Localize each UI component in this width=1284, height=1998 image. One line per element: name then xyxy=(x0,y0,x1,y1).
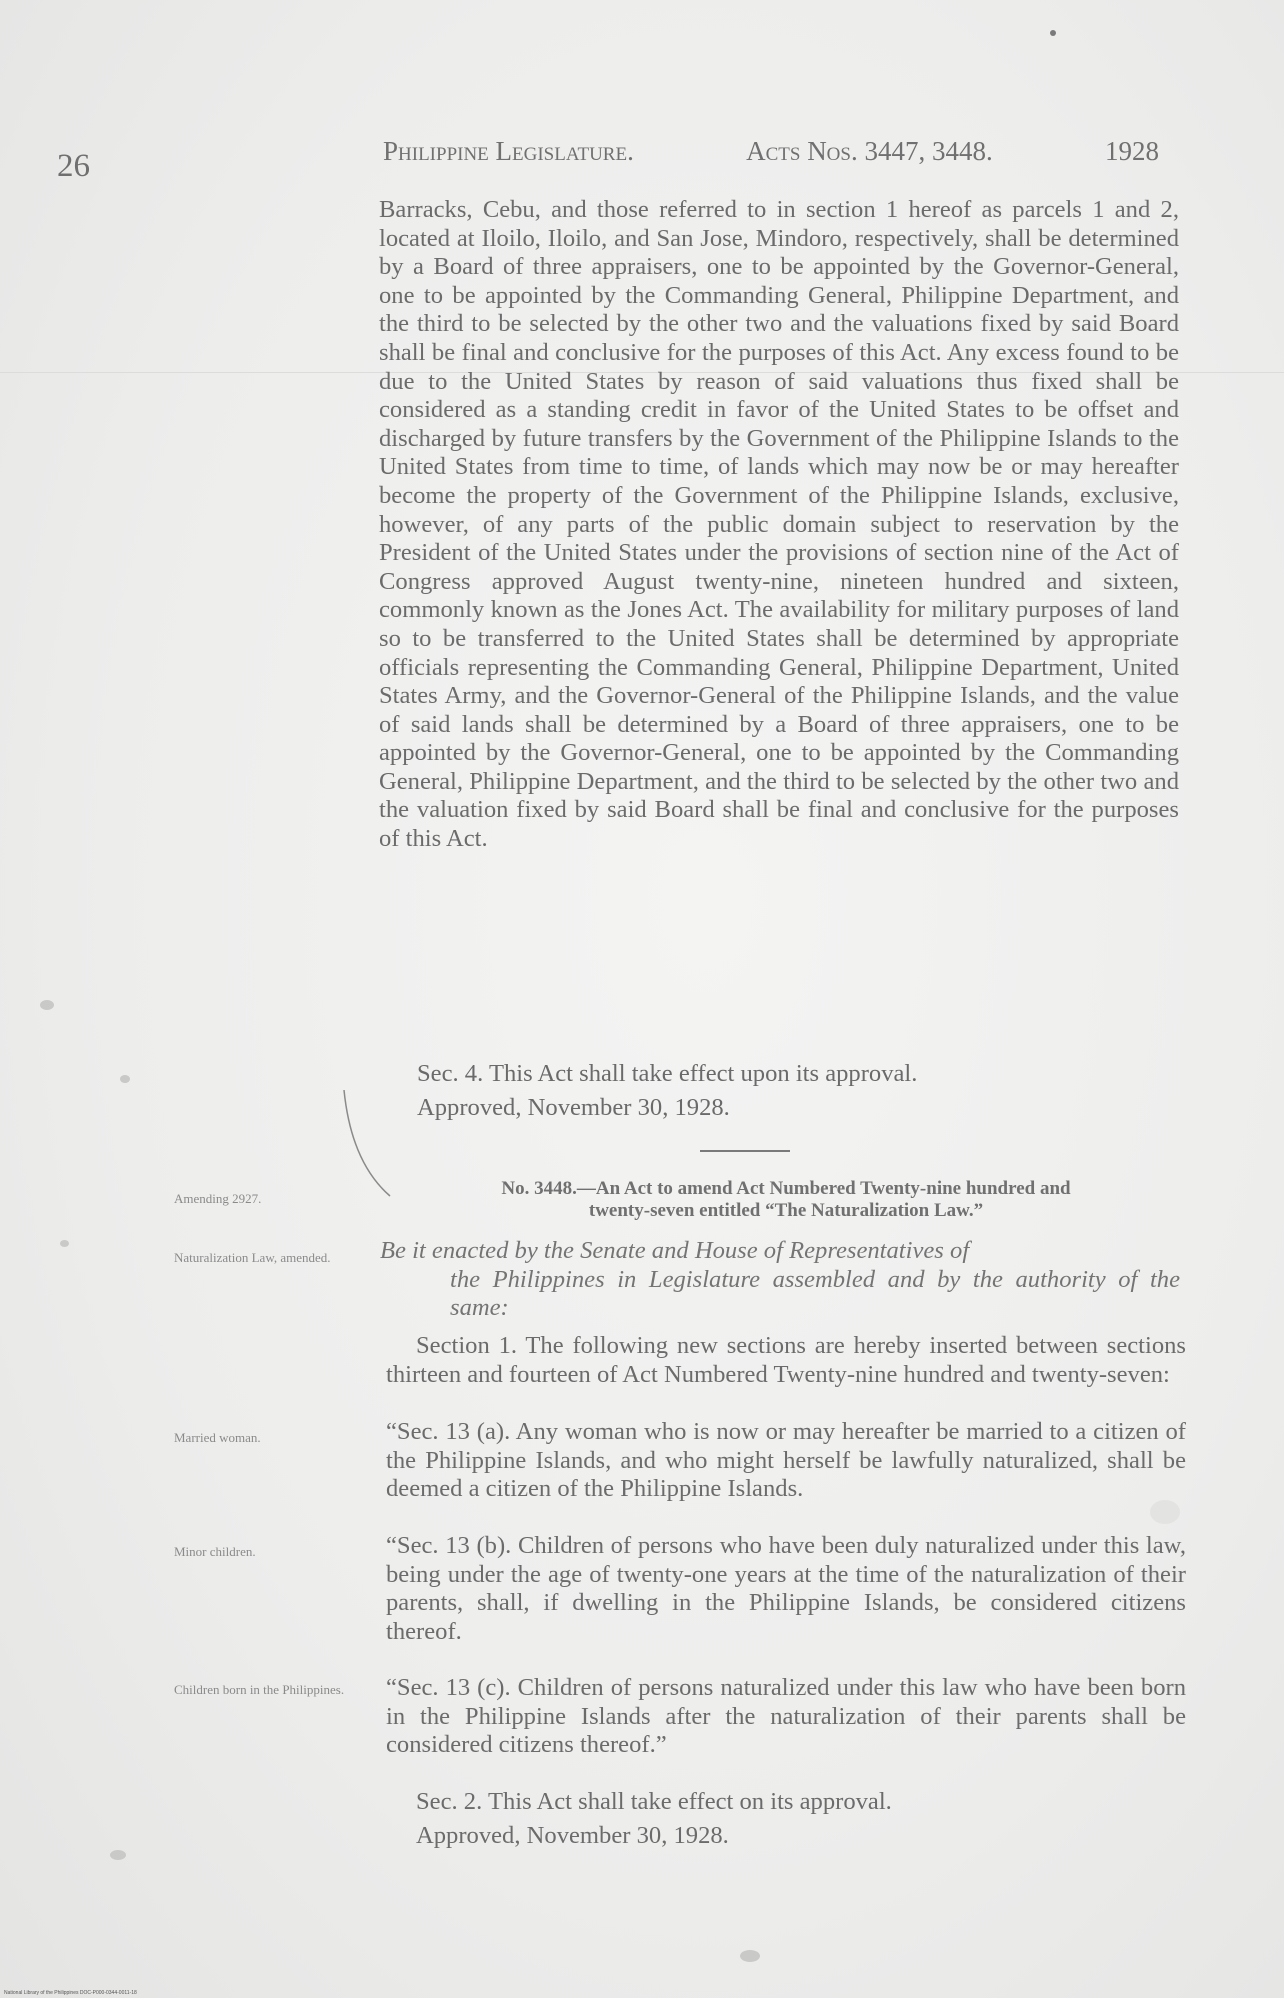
enacting-rest: the Philippines in Legislature assembled and by the authority of the same: xyxy=(450,1265,1180,1322)
scan-speck xyxy=(40,1000,54,1010)
margin-note-minor-children: Minor children. xyxy=(174,1544,256,1559)
running-head xyxy=(383,136,1159,167)
section-1: Section 1. The following new sections are hereby inserted between sections thirteen and fourteen of Act Numbered Twenty-nine hundred and twenty-seven: xyxy=(386,1332,1186,1388)
enacting-clause xyxy=(380,1237,1180,1323)
running-head-year: 1928 xyxy=(1105,136,1159,166)
scan-speck xyxy=(740,1950,760,1962)
margin-note-married-woman: Married woman. xyxy=(174,1430,261,1445)
section-2: Sec. 2. This Act shall take effect on its approval. xyxy=(416,1788,892,1815)
section-13c: “Sec. 13 (c). Children of persons naturalized under this law who have been born in the Philippine Islands after the naturalization of their parents shall be considered citizens thereof.” xyxy=(386,1674,1186,1759)
section-13b: “Sec. 13 (b). Children of persons who have been duly naturalized under this law, being under the age of twenty-one years at the time of the naturalization of their parents, shall, if dwelling in the Philippine Islands, be considered citizens thereof. xyxy=(386,1532,1186,1645)
section-13a: “Sec. 13 (a). Any woman who is now or may hereafter be married to a citizen of the Philippine Islands, and who might herself be lawfully naturalized, shall be deemed a citizen of the Philippine Islands. xyxy=(386,1418,1186,1503)
act-heading-line-2: twenty-seven entitled “The Naturalization Law.” xyxy=(588,1200,984,1221)
margin-note-amending: Amending 2927. xyxy=(174,1191,262,1206)
scan-speck xyxy=(110,1850,126,1860)
continuation-paragraph xyxy=(379,196,1179,854)
section-divider xyxy=(700,1150,790,1152)
continuation-text: Barracks, Cebu, and those referred to in section 1 hereof as parcels 1 and 2, located at Iloilo, Iloilo, and San Jose, Mindoro, respectively, shall be determined by a Board of three appraisers, one to be appointed by the Governor-General, one to be appointed by the Commanding General, Philippine Department, and the third to be selected by the other two and the valuations fixed by said Board shall be final and conclusive for the purposes of this Act. Any excess found to be due to the United States by reason of said valuations thus fixed shall be considered as a standing credit in favor of the United States to be offset and discharged by future transfers by the Government of the Philippine Islands to the United States from time to time, of lands which may now be or may hereafter become the property of the Government of the Philippine Islands, exclusive, however, of any parts of the public domain subject to reservation by the President of the United States under the provisions of section nine of the Act of Congress approved August twenty-nine, nineteen hundred and sixteen, commonly known as the Jones Act. The availability for military purposes of land so to be transferred to the United States shall be determined by appropriate officials representing the Commanding General, Philippine Department, United States Army, and the Governor-General of the Philippine Islands, and the value of said lands shall be determined by a Board of three appraisers, one to be appointed by the Governor-General, one to be appointed by the Commanding General, Philippine Department, and the third to be selected by the other two and the valuation fixed by said Board shall be final and conclusive for the purposes of this Act. xyxy=(379,196,1179,853)
scan-speck xyxy=(120,1075,130,1083)
margin-note-children-born: Children born in the Philippines. xyxy=(174,1682,345,1697)
running-head-title: Philippine Legislature. xyxy=(383,136,634,166)
section-4: Sec. 4. This Act shall take effect upon its approval. xyxy=(417,1060,918,1087)
scan-speck xyxy=(60,1240,69,1247)
page-number: 26 xyxy=(57,148,90,184)
act-heading-line-1: No. 3448.—An Act to amend Act Numbered Twenty-nine hundred and xyxy=(501,1178,1071,1199)
margin-note-naturalization: Naturalization Law, amended. xyxy=(174,1250,331,1265)
approval-date-act-3448: Approved, November 30, 1928. xyxy=(416,1822,729,1849)
running-head-acts: Acts Nos. 3447, 3448. xyxy=(746,136,993,166)
scan-speck xyxy=(1050,30,1056,36)
approval-date-act-3447: Approved, November 30, 1928. xyxy=(417,1094,730,1121)
scan-speck xyxy=(1150,1500,1180,1524)
act-3448-heading xyxy=(386,1178,1186,1222)
enacting-first-line: Be it enacted by the Senate and House of Representatives of xyxy=(380,1237,970,1264)
scan-credit: National Library of the Philippines DOC-P000-0344-0011-18 xyxy=(4,1990,137,1996)
